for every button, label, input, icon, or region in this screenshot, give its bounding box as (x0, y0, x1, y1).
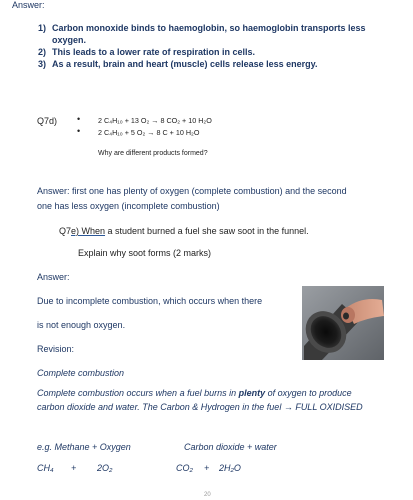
answer-label: Answer: (37, 272, 70, 282)
question-label-q7d: Q7d) (37, 116, 58, 126)
page-number: 20 (204, 492, 211, 498)
answer-label: Answer: (12, 0, 45, 10)
word-equation-reactants: e.g. Methane + Oxygen (37, 442, 131, 452)
question-text-q7d: Why are different products formed? (98, 150, 208, 157)
equation-incomplete: 2 C₄H₁₀ + 5 O₂ → 8 C + 10 H₂O (98, 128, 200, 137)
list-item: 3) As a result, brain and heart (muscle) cells release less energy. (38, 58, 318, 69)
answer-list (38, 23, 398, 70)
revision-heading: Complete combustion (37, 368, 125, 378)
soot-tube-photo (302, 286, 384, 360)
list-item: 2) This leads to a lower rate of respiration in cells. (38, 47, 256, 57)
hyperlink-text[interactable]: e) When (71, 226, 106, 236)
list-item: 1) Carbon monoxide binds to haemoglobin, so haemoglobin transports less oxygen. (38, 23, 366, 45)
emphasis-plenty: plenty (238, 388, 266, 398)
answer-combustion-line1: Answer: first one has plenty of oxygen (complete combustion) and the second (37, 186, 347, 196)
revision-line1: Complete combustion occurs when a fuel burns in plenty of oxygen to produce (37, 388, 352, 398)
revision-label: Revision: (37, 344, 75, 354)
symbol-water: 2H₂O (219, 463, 241, 473)
question-instruction-q7e: Explain why soot forms (2 marks) (78, 248, 212, 258)
answer-soot-line1: Due to incomplete combustion, which occurs when there (37, 296, 263, 306)
soot-tube-image (302, 286, 384, 360)
symbol-plus: + (71, 463, 77, 473)
bullet-icon: • (77, 126, 81, 136)
bullet-icon: • (77, 114, 81, 124)
symbol-methane: CH₄ (37, 463, 54, 473)
symbol-oxygen: 2O₂ (97, 463, 113, 473)
question-q7e: Q7e) When a student burned a fuel she saw soot in the funnel. (59, 226, 309, 236)
symbol-plus: + (204, 463, 210, 473)
answer-soot-line2: is not enough oxygen. (37, 320, 126, 330)
symbol-carbon-dioxide: CO₂ (176, 463, 193, 473)
revision-line2: carbon dioxide and water. The Carbon & Hydrogen in the fuel → FULL OXIDISED (37, 402, 363, 412)
word-equation-products: Carbon dioxide + water (184, 442, 277, 452)
equation-complete: 2 C₄H₁₀ + 13 O₂ → 8 CO₂ + 10 H₂O (98, 116, 212, 125)
answer-combustion-line2: one has less oxygen (incomplete combustion) (37, 201, 220, 211)
